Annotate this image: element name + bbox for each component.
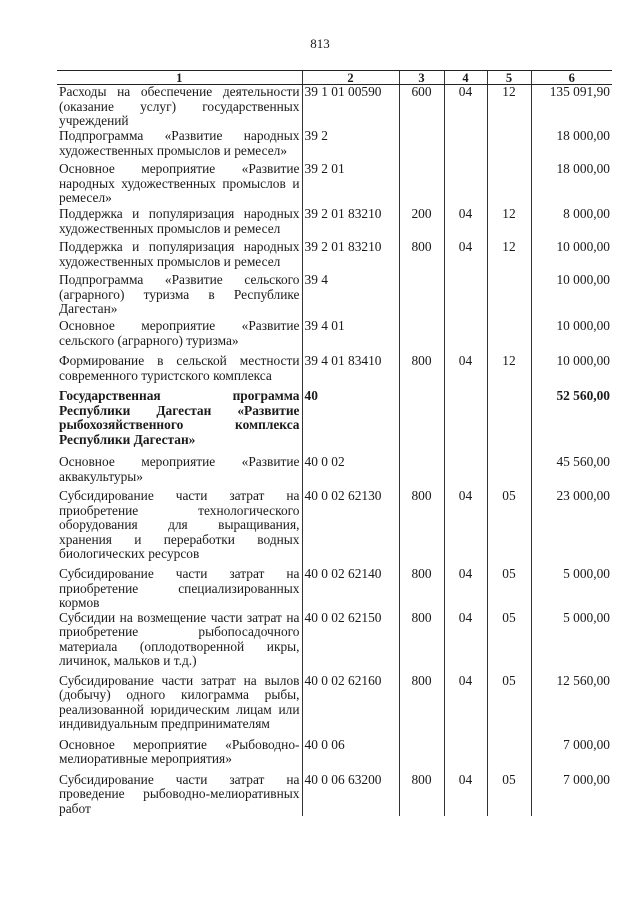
row-amount: 10 000,00 xyxy=(531,240,612,273)
row-code: 39 4 xyxy=(302,273,399,319)
row-code: 39 2 01 83210 xyxy=(302,207,399,240)
row-amount: 5 000,00 xyxy=(531,567,612,611)
row-expense-type: 800 xyxy=(399,240,444,273)
header-col-6: 6 xyxy=(531,71,612,85)
row-section xyxy=(444,162,487,207)
row-name: Расходы на обеспечение деятельности (оказание услуг) государственных учреждений xyxy=(59,84,300,128)
row-amount: 8 000,00 xyxy=(531,207,612,240)
row-name: Субсидирование части затрат на приобретение технологического оборудования для выращивания, хранения и переработки водных биологических ресурсов xyxy=(59,488,300,561)
row-name: Субсидирование части затрат на проведение рыбоводно-мелиоративных работ xyxy=(59,771,300,816)
header-col-3: 3 xyxy=(399,71,444,85)
row-amount: 10 000,00 xyxy=(531,273,612,319)
row-name: Поддержка и популяризация народных художественных промыслов и ремесел xyxy=(59,206,300,236)
row-section xyxy=(444,738,487,773)
row-code: 40 0 06 xyxy=(302,738,399,773)
row-name: Формирование в сельской местности современного туристского комплекса xyxy=(59,353,300,383)
row-name: Основное мероприятие «Развитие сельского (аграрного) туризма» xyxy=(59,318,300,348)
row-section: 04 xyxy=(444,207,487,240)
table-row xyxy=(57,611,612,674)
row-amount: 52 560,00 xyxy=(531,389,612,455)
row-expense-type xyxy=(399,319,444,354)
row-subsection xyxy=(487,129,531,162)
row-subsection xyxy=(487,162,531,207)
table-row xyxy=(57,319,612,354)
row-subsection: 12 xyxy=(487,85,531,130)
row-code: 39 2 01 83210 xyxy=(302,240,399,273)
row-name: Поддержка и популяризация народных художественных промыслов и ремесел xyxy=(59,239,300,269)
table-row xyxy=(57,773,612,817)
row-amount: 12 560,00 xyxy=(531,674,612,738)
table-row xyxy=(57,162,612,207)
header-col-2: 2 xyxy=(302,71,399,85)
row-expense-type: 200 xyxy=(399,207,444,240)
row-section xyxy=(444,389,487,455)
row-section: 04 xyxy=(444,611,487,674)
table-row xyxy=(57,389,612,455)
row-subsection: 12 xyxy=(487,207,531,240)
table-row xyxy=(57,129,612,162)
table-header-row xyxy=(57,71,612,85)
row-amount: 18 000,00 xyxy=(531,129,612,162)
table-row xyxy=(57,240,612,273)
row-expense-type: 800 xyxy=(399,354,444,389)
row-subsection: 05 xyxy=(487,674,531,738)
row-code: 40 0 02 62130 xyxy=(302,489,399,567)
row-expense-type xyxy=(399,273,444,319)
row-amount: 7 000,00 xyxy=(531,773,612,817)
row-subsection: 05 xyxy=(487,567,531,611)
row-code: 40 0 02 62160 xyxy=(302,674,399,738)
row-section xyxy=(444,455,487,489)
table-row xyxy=(57,489,612,567)
header-col-4: 4 xyxy=(444,71,487,85)
row-code: 40 xyxy=(302,389,399,455)
row-subsection xyxy=(487,273,531,319)
table-row xyxy=(57,207,612,240)
row-name: Подпрограмма «Развитие сельского (аграрного) туризма в Республике Дагестан» xyxy=(59,272,300,316)
row-expense-type: 800 xyxy=(399,773,444,817)
row-amount: 18 000,00 xyxy=(531,162,612,207)
row-expense-type xyxy=(399,162,444,207)
row-expense-type: 800 xyxy=(399,489,444,567)
row-section xyxy=(444,273,487,319)
row-code: 39 4 01 xyxy=(302,319,399,354)
row-subsection xyxy=(487,319,531,354)
table-row xyxy=(57,567,612,611)
budget-table xyxy=(57,70,612,816)
row-amount: 10 000,00 xyxy=(531,319,612,354)
row-subsection xyxy=(487,455,531,489)
row-expense-type: 800 xyxy=(399,567,444,611)
table-row xyxy=(57,738,612,773)
row-subsection: 05 xyxy=(487,489,531,567)
row-section xyxy=(444,129,487,162)
row-amount: 135 091,90 xyxy=(531,85,612,130)
row-expense-type xyxy=(399,738,444,773)
row-section: 04 xyxy=(444,354,487,389)
row-expense-type: 600 xyxy=(399,85,444,130)
row-section: 04 xyxy=(444,773,487,817)
row-code: 40 0 06 63200 xyxy=(302,773,399,817)
table-row xyxy=(57,273,612,319)
row-name: Основное мероприятие «Развитие народных художественных промыслов и ремесел» xyxy=(59,161,300,205)
row-code: 40 0 02 62150 xyxy=(302,611,399,674)
row-subsection xyxy=(487,738,531,773)
row-section: 04 xyxy=(444,674,487,738)
row-code: 40 0 02 62140 xyxy=(302,567,399,611)
table-row xyxy=(57,455,612,489)
row-code: 39 2 xyxy=(302,129,399,162)
table-row xyxy=(57,354,612,389)
header-col-1: 1 xyxy=(57,71,302,85)
row-amount: 10 000,00 xyxy=(531,354,612,389)
row-subsection: 05 xyxy=(487,773,531,817)
row-name: Субсидирование части затрат на приобретение специализированных кормов xyxy=(59,566,300,610)
table-row xyxy=(57,674,612,738)
row-name: Подпрограмма «Развитие народных художественных промыслов и ремесел» xyxy=(59,128,300,158)
row-name: Субсидирование части затрат на вылов (добычу) одного килограмма рыбы, реализованной юридическим лицам или индивидуальным предпринимателям xyxy=(59,672,300,731)
row-name: Государственная программа Республики Дагестан «Развитие рыбохозяйственного комплекса Республики Дагестан» xyxy=(59,388,300,447)
row-code: 39 4 01 83410 xyxy=(302,354,399,389)
row-name: Основное мероприятие «Рыбоводно-мелиоративные мероприятия» xyxy=(59,736,300,766)
header-col-5: 5 xyxy=(487,71,531,85)
row-expense-type: 800 xyxy=(399,611,444,674)
row-subsection: 05 xyxy=(487,611,531,674)
row-expense-type xyxy=(399,389,444,455)
row-subsection xyxy=(487,389,531,455)
row-code: 39 2 01 xyxy=(302,162,399,207)
row-amount: 7 000,00 xyxy=(531,738,612,773)
row-section: 04 xyxy=(444,567,487,611)
row-section xyxy=(444,319,487,354)
row-code: 39 1 01 00590 xyxy=(302,85,399,130)
row-name: Основное мероприятие «Развитие аквакультуры» xyxy=(59,454,300,484)
row-expense-type: 800 xyxy=(399,674,444,738)
row-subsection: 12 xyxy=(487,240,531,273)
row-section: 04 xyxy=(444,85,487,130)
row-amount: 23 000,00 xyxy=(531,489,612,567)
table-row xyxy=(57,85,612,130)
page-number: 813 xyxy=(310,36,330,51)
row-name: Субсидии на возмещение части затрат на приобретение рыбопосадочного материала (оплодотворенной икры, личинок, мальков и т.д.) xyxy=(59,609,300,668)
row-expense-type xyxy=(399,129,444,162)
row-section: 04 xyxy=(444,240,487,273)
row-code: 40 0 02 xyxy=(302,455,399,489)
row-amount: 5 000,00 xyxy=(531,611,612,674)
row-amount: 45 560,00 xyxy=(531,455,612,489)
row-section: 04 xyxy=(444,489,487,567)
row-subsection: 12 xyxy=(487,354,531,389)
row-expense-type xyxy=(399,455,444,489)
